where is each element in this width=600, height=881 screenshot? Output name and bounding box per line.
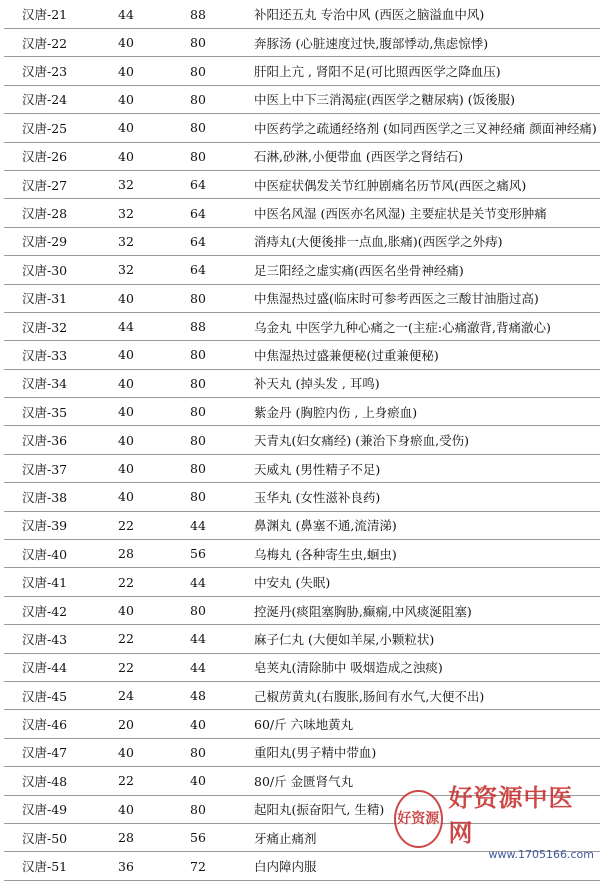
- price-b: 80: [190, 489, 206, 505]
- price-a: 32: [118, 233, 134, 249]
- product-description: 中医名风湿 (西医亦名风湿) 主要症状是关节变形肿痛: [254, 206, 547, 222]
- product-code: 汉唐-50: [22, 830, 68, 846]
- price-b: 80: [190, 744, 206, 760]
- price-a: 22: [118, 631, 134, 647]
- product-code: 汉唐-51: [22, 859, 68, 875]
- price-b: 44: [190, 659, 206, 675]
- table-row: [4, 285, 600, 313]
- price-b: 80: [190, 461, 206, 477]
- product-description: 己椒苈黄丸(右腹胀,肠间有水气,大便不出): [254, 688, 485, 704]
- product-code: 汉唐-26: [22, 149, 68, 165]
- price-a: 20: [118, 716, 134, 732]
- product-code: 汉唐-27: [22, 177, 68, 193]
- product-description: 石淋,砂淋,小便带血 (西医学之肾结石): [254, 149, 464, 165]
- price-a: 40: [118, 801, 134, 817]
- price-b: 44: [190, 574, 206, 590]
- price-a: 40: [118, 120, 134, 136]
- product-description: 中安丸 (失眠): [254, 575, 331, 591]
- product-description: 玉华丸 (女性滋补良药): [254, 489, 381, 505]
- price-a: 40: [118, 91, 134, 107]
- product-code: 汉唐-41: [22, 575, 68, 591]
- product-description: 80/斤 金匮肾气丸: [254, 773, 354, 789]
- product-code: 汉唐-35: [22, 404, 68, 420]
- table-row: [4, 57, 600, 85]
- price-a: 22: [118, 659, 134, 675]
- product-description: 补阳还五丸 专治中风 (西医之脑溢血中风): [254, 7, 485, 22]
- product-description: 乌金丸 中医学九种心痛之一(主症:心痛澈背,背痛澈心): [254, 319, 551, 335]
- product-description: 中医药学之疏通经络剂 (如同西医学之三叉神经痛 颜面神经痛): [254, 120, 597, 136]
- price-b: 56: [190, 546, 206, 562]
- product-description: 鼻渊丸 (鼻塞不通,流清涕): [254, 518, 397, 534]
- price-b: 44: [190, 631, 206, 647]
- table-row: [4, 256, 600, 284]
- table-row: [4, 0, 600, 29]
- watermark-url: www.1705166.com: [488, 847, 594, 861]
- table-row: [4, 568, 600, 596]
- price-b: 72: [190, 858, 206, 874]
- product-code: 汉唐-32: [22, 319, 68, 335]
- product-code: 汉唐-34: [22, 376, 68, 392]
- table-row: [4, 682, 600, 710]
- price-b: 64: [190, 262, 206, 278]
- table-row: [4, 86, 600, 114]
- product-description: 乌梅丸 (各种寄生虫,蛔虫): [254, 546, 397, 562]
- price-b: 80: [190, 290, 206, 306]
- price-a: 32: [118, 177, 134, 193]
- table-row: [4, 398, 600, 426]
- table-row: [4, 540, 600, 568]
- product-code: 汉唐-22: [22, 35, 68, 51]
- price-b: 80: [190, 375, 206, 391]
- price-b: 56: [190, 830, 206, 846]
- product-description: 肝阳上亢 , 肾阳不足(可比照西医学之降血压): [254, 64, 501, 80]
- table-row: [4, 228, 600, 256]
- price-a: 24: [118, 688, 134, 704]
- table-row: [4, 625, 600, 653]
- product-code: 汉唐-48: [22, 773, 68, 789]
- price-a: 44: [118, 319, 134, 335]
- site-watermark: [394, 783, 594, 861]
- price-b: 80: [190, 432, 206, 448]
- price-a: 40: [118, 375, 134, 391]
- product-code: 汉唐-21: [22, 7, 68, 22]
- table-row: [4, 597, 600, 625]
- seal-logo: 好资源: [394, 790, 443, 848]
- product-code: 汉唐-47: [22, 745, 68, 761]
- price-a: 32: [118, 262, 134, 278]
- product-description: 天青丸(妇女痛经) (兼治下身瘀血,受伤): [254, 433, 469, 449]
- product-description: 补天丸 (掉头发 , 耳鸣): [254, 376, 380, 392]
- price-a: 40: [118, 35, 134, 51]
- product-description: 白内障内服: [254, 859, 317, 875]
- product-code: 汉唐-45: [22, 688, 68, 704]
- product-code: 汉唐-30: [22, 262, 68, 278]
- price-b: 80: [190, 404, 206, 420]
- product-code: 汉唐-36: [22, 433, 68, 449]
- price-a: 28: [118, 830, 134, 846]
- price-a: 40: [118, 744, 134, 760]
- table-row: [4, 313, 600, 341]
- product-description: 重阳丸(男子精中带血): [254, 745, 377, 761]
- product-code: 汉唐-37: [22, 461, 68, 477]
- table-row: [4, 199, 600, 227]
- price-b: 48: [190, 688, 206, 704]
- price-a: 32: [118, 205, 134, 221]
- product-description: 中焦湿热过盛(临床时可参考西医之三酸甘油脂过高): [254, 291, 539, 307]
- price-a: 40: [118, 461, 134, 477]
- product-code: 汉唐-29: [22, 234, 68, 250]
- price-a: 40: [118, 148, 134, 164]
- price-b: 80: [190, 801, 206, 817]
- price-b: 88: [190, 319, 206, 335]
- product-description: 中医上中下三消渴症(西医学之糖尿病) (饭後服): [254, 92, 515, 108]
- price-b: 80: [190, 35, 206, 51]
- price-b: 80: [190, 91, 206, 107]
- product-price-table: [4, 0, 600, 881]
- product-code: 汉唐-31: [22, 291, 68, 307]
- price-b: 80: [190, 148, 206, 164]
- product-description: 起阳丸(振奋阳气, 生精): [254, 802, 385, 818]
- product-description: 中焦湿热过盛兼便秘(过重兼便秘): [254, 347, 439, 363]
- product-code: 汉唐-25: [22, 120, 68, 136]
- product-description: 奔豚汤 (心脏速度过快,腹部悸动,焦虑惊悸): [254, 35, 489, 51]
- table-row: [4, 114, 600, 142]
- product-description: 紫金丹 (胸腔内伤 , 上身瘀血): [254, 404, 418, 420]
- table-row: [4, 512, 600, 540]
- price-b: 40: [190, 716, 206, 732]
- product-description: 中医症状偶发关节红肿剧痛名历节风(西医之痛风): [254, 177, 527, 193]
- product-description: 消痔丸(大便後排一点血,胀痛)(西医学之外痔): [254, 234, 503, 250]
- product-code: 汉唐-49: [22, 802, 68, 818]
- product-code: 汉唐-42: [22, 603, 68, 619]
- product-code: 汉唐-39: [22, 518, 68, 534]
- table-row: [4, 341, 600, 369]
- table-row: [4, 29, 600, 57]
- table-row: [4, 710, 600, 738]
- price-a: 36: [118, 858, 134, 874]
- price-b: 44: [190, 517, 206, 533]
- product-code: 汉唐-43: [22, 631, 68, 647]
- product-code: 汉唐-46: [22, 717, 68, 733]
- price-b: 64: [190, 205, 206, 221]
- table-row: [4, 426, 600, 454]
- price-a: 44: [118, 6, 134, 22]
- watermark-title: 好资源中医网: [448, 783, 574, 847]
- product-description: 皂荚丸(清除肺中 吸烟造成之浊痰): [254, 660, 443, 676]
- price-a: 22: [118, 517, 134, 533]
- price-b: 80: [190, 603, 206, 618]
- price-b: 80: [190, 120, 206, 136]
- product-code: 汉唐-44: [22, 660, 68, 676]
- price-a: 40: [118, 63, 134, 79]
- price-b: 64: [190, 177, 206, 193]
- product-description: 足三阳经之虚实痛(西医名坐骨神经痛): [254, 262, 464, 278]
- product-code: 汉唐-38: [22, 489, 68, 505]
- price-a: 40: [118, 489, 134, 505]
- table-row: [4, 143, 600, 171]
- price-b: 80: [190, 347, 206, 363]
- price-a: 40: [118, 603, 134, 618]
- price-a: 40: [118, 347, 134, 363]
- product-description: 牙痛止痛剂: [254, 830, 317, 846]
- price-a: 40: [118, 290, 134, 306]
- table-row: [4, 739, 600, 767]
- price-a: 22: [118, 574, 134, 590]
- product-description: 麻子仁丸 (大便如羊屎,小颗粒状): [254, 631, 435, 647]
- table-row: [4, 370, 600, 398]
- price-a: 22: [118, 773, 134, 789]
- product-code: 汉唐-28: [22, 206, 68, 222]
- price-a: 28: [118, 546, 134, 562]
- table-row: [4, 483, 600, 511]
- price-b: 40: [190, 773, 206, 789]
- product-code: 汉唐-24: [22, 92, 68, 108]
- price-b: 64: [190, 233, 206, 249]
- price-b: 80: [190, 63, 206, 79]
- product-code: 汉唐-40: [22, 546, 68, 562]
- table-row: [4, 171, 600, 199]
- product-description: 控涎丹(痰阻塞胸胁,癫痫,中风痰涎阻塞): [254, 603, 472, 619]
- product-description: 天威丸 (男性精子不足): [254, 461, 381, 477]
- table-row: [4, 654, 600, 682]
- price-a: 40: [118, 404, 134, 420]
- product-code: 汉唐-23: [22, 64, 68, 80]
- product-code: 汉唐-33: [22, 347, 68, 363]
- table-row: [4, 455, 600, 483]
- price-b: 88: [190, 6, 206, 22]
- product-description: 60/斤 六味地黄丸: [254, 717, 354, 733]
- price-a: 40: [118, 432, 134, 448]
